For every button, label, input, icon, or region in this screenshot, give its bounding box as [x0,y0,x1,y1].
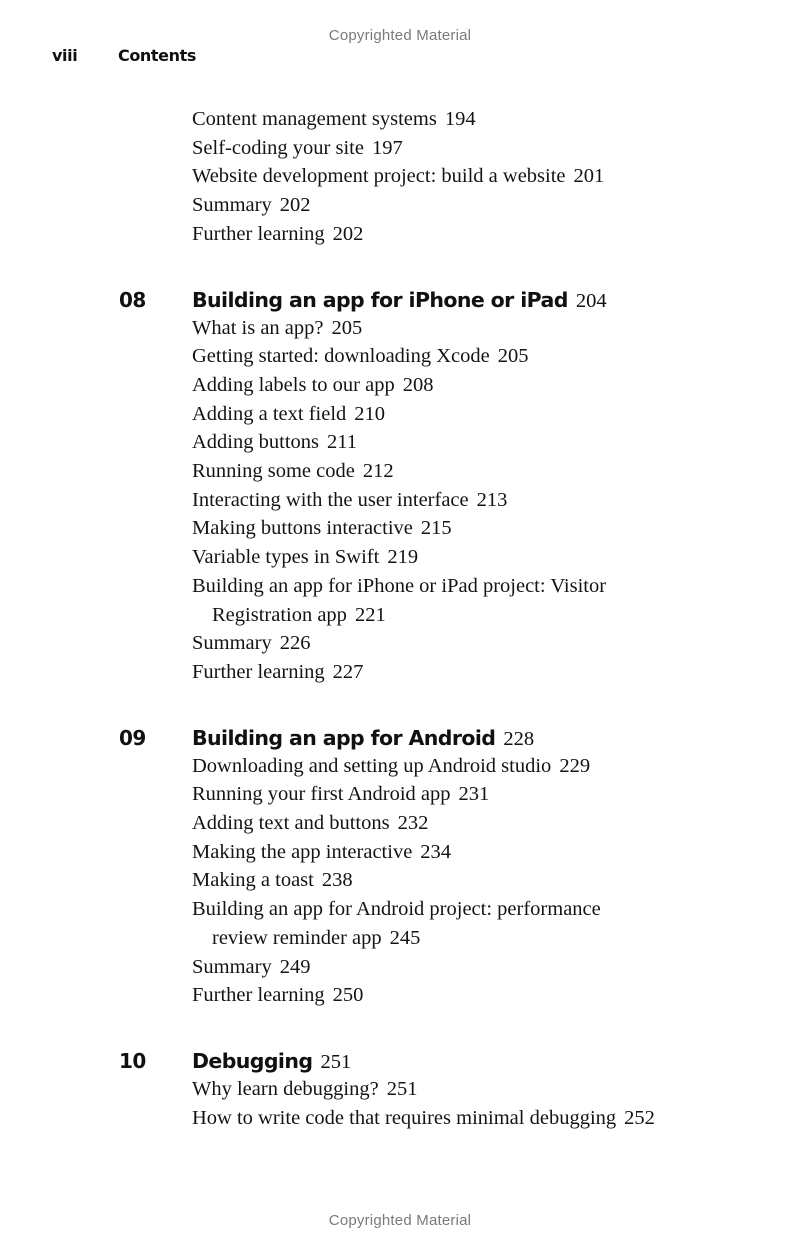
entry-page: 210 [354,402,386,425]
entry-page: 251 [386,1077,418,1100]
chapter-page: 228 [503,727,535,750]
entry-page: 212 [362,460,394,483]
toc-entry [192,1075,800,1104]
entry-title: Building an app for Android project: performance [192,898,601,921]
entry-title: Making the app interactive [192,840,413,863]
chapter-title [192,284,607,317]
entry-title: Making a toast [192,869,314,892]
chapter-title-text: Debugging [192,1048,313,1073]
entry-page: 252 [624,1106,655,1129]
toc-entry [192,629,800,658]
entry-page: 202 [279,194,311,217]
toc-entry [192,371,800,400]
copyright-watermark-top: Copyrighted Material [328,27,472,44]
toc-entry [192,514,800,543]
toc-entry [192,220,800,249]
entry-page: 194 [444,108,476,130]
toc-entry [192,752,800,781]
entry-page: 249 [279,955,311,978]
entry-page: 238 [321,869,353,892]
chapter-title [192,722,534,755]
toc-entry [192,191,800,220]
entry-page: 211 [327,431,357,454]
entry-title: Summary [192,955,272,978]
entry-page: 208 [402,373,434,396]
toc-entry [192,543,800,572]
entry-title: Self-coding your site [192,136,364,159]
entry-page: 221 [354,603,386,626]
entry-title: Further learning [192,222,325,245]
entry-title: Variable types in Swift [192,546,380,569]
entry-page: 215 [420,517,452,540]
chapter-page: 204 [575,289,607,312]
page-folio: viii [52,46,78,65]
entry-page: 229 [559,754,591,777]
continued-entries [0,105,800,249]
entry-title: Further learning [192,984,325,1007]
entry-title: Making buttons interactive [192,517,413,540]
entry-page: 227 [332,660,364,683]
chapter-10 [0,1045,800,1132]
entry-page: 231 [458,783,490,806]
chapter-number: 08 [119,287,146,312]
chapter-heading [0,722,800,754]
toc-entry [192,895,800,952]
toc-entry [192,809,800,838]
entry-page: 234 [420,840,452,863]
running-head-title: Contents [118,46,196,65]
entry-page: 205 [497,345,529,368]
entry-title: Downloading and setting up Android studio [192,754,552,777]
toc-entry [192,572,800,629]
entry-title: Website development project: build a website [192,165,566,188]
entry-page: 250 [332,984,364,1007]
entry-page: 226 [279,632,311,655]
toc-entry [192,162,800,191]
toc-entry [192,342,800,371]
chapter-09 [0,722,800,1010]
table-of-contents [0,105,800,1132]
toc-entry [192,457,800,486]
entry-title: How to write code that requires minimal debugging [192,1106,617,1129]
chapter-title-text: Building an app for Android [192,725,496,750]
entry-page: 202 [332,222,364,245]
toc-entry [192,1104,800,1133]
toc-entry [192,866,800,895]
toc-entry [192,486,800,515]
entry-page: 205 [331,316,363,339]
chapter-title [192,1045,351,1078]
entry-page: 245 [389,926,421,949]
copyright-watermark-bottom: Copyrighted Material [328,1212,472,1229]
toc-entry [192,400,800,429]
chapter-page: 251 [320,1050,352,1073]
toc-entry [192,314,800,343]
entry-title: Adding buttons [192,431,319,454]
chapter-entries [0,752,800,1010]
entry-title: Interacting with the user interface [192,488,469,511]
entry-page: 213 [476,488,508,511]
toc-entry [192,134,800,163]
entry-page: 201 [573,165,605,188]
chapter-heading [0,1045,800,1077]
entry-title: Why learn debugging? [192,1077,379,1100]
chapter-number: 09 [119,725,146,750]
entry-page: 197 [371,136,403,159]
entry-title: Building an app for iPhone or iPad project: Visitor [192,574,607,597]
entry-title: Adding text and buttons [192,812,390,835]
chapter-entries [0,314,800,687]
entry-title: Content management systems [192,108,437,130]
entry-title: Running some code [192,460,355,483]
toc-entry [192,838,800,867]
toc-entry [192,658,800,687]
toc-entry [192,780,800,809]
entry-title: Running your first Android app [192,783,451,806]
entry-title: Summary [192,632,272,655]
chapter-08 [0,284,800,687]
entry-title-continuation: review reminder app 245 [212,926,421,949]
chapter-number: 10 [119,1048,146,1073]
entry-title: Adding labels to our app [192,373,395,396]
entry-title: Adding a text field [192,402,347,425]
chapter-title-text: Building an app for iPhone or iPad [192,287,568,312]
entry-title: Getting started: downloading Xcode [192,345,490,368]
toc-entry [192,428,800,457]
toc-entry [192,953,800,982]
entry-page: 232 [397,812,429,835]
toc-entry [192,981,800,1010]
entry-page: 219 [387,546,419,569]
chapter-entries [0,1075,800,1132]
entry-title: Summary [192,194,272,217]
entry-title-continuation: Registration app 221 [212,603,386,626]
chapter-heading [0,284,800,316]
entry-title: What is an app? [192,316,324,339]
toc-entry [192,105,800,134]
entry-title: Further learning [192,660,325,683]
